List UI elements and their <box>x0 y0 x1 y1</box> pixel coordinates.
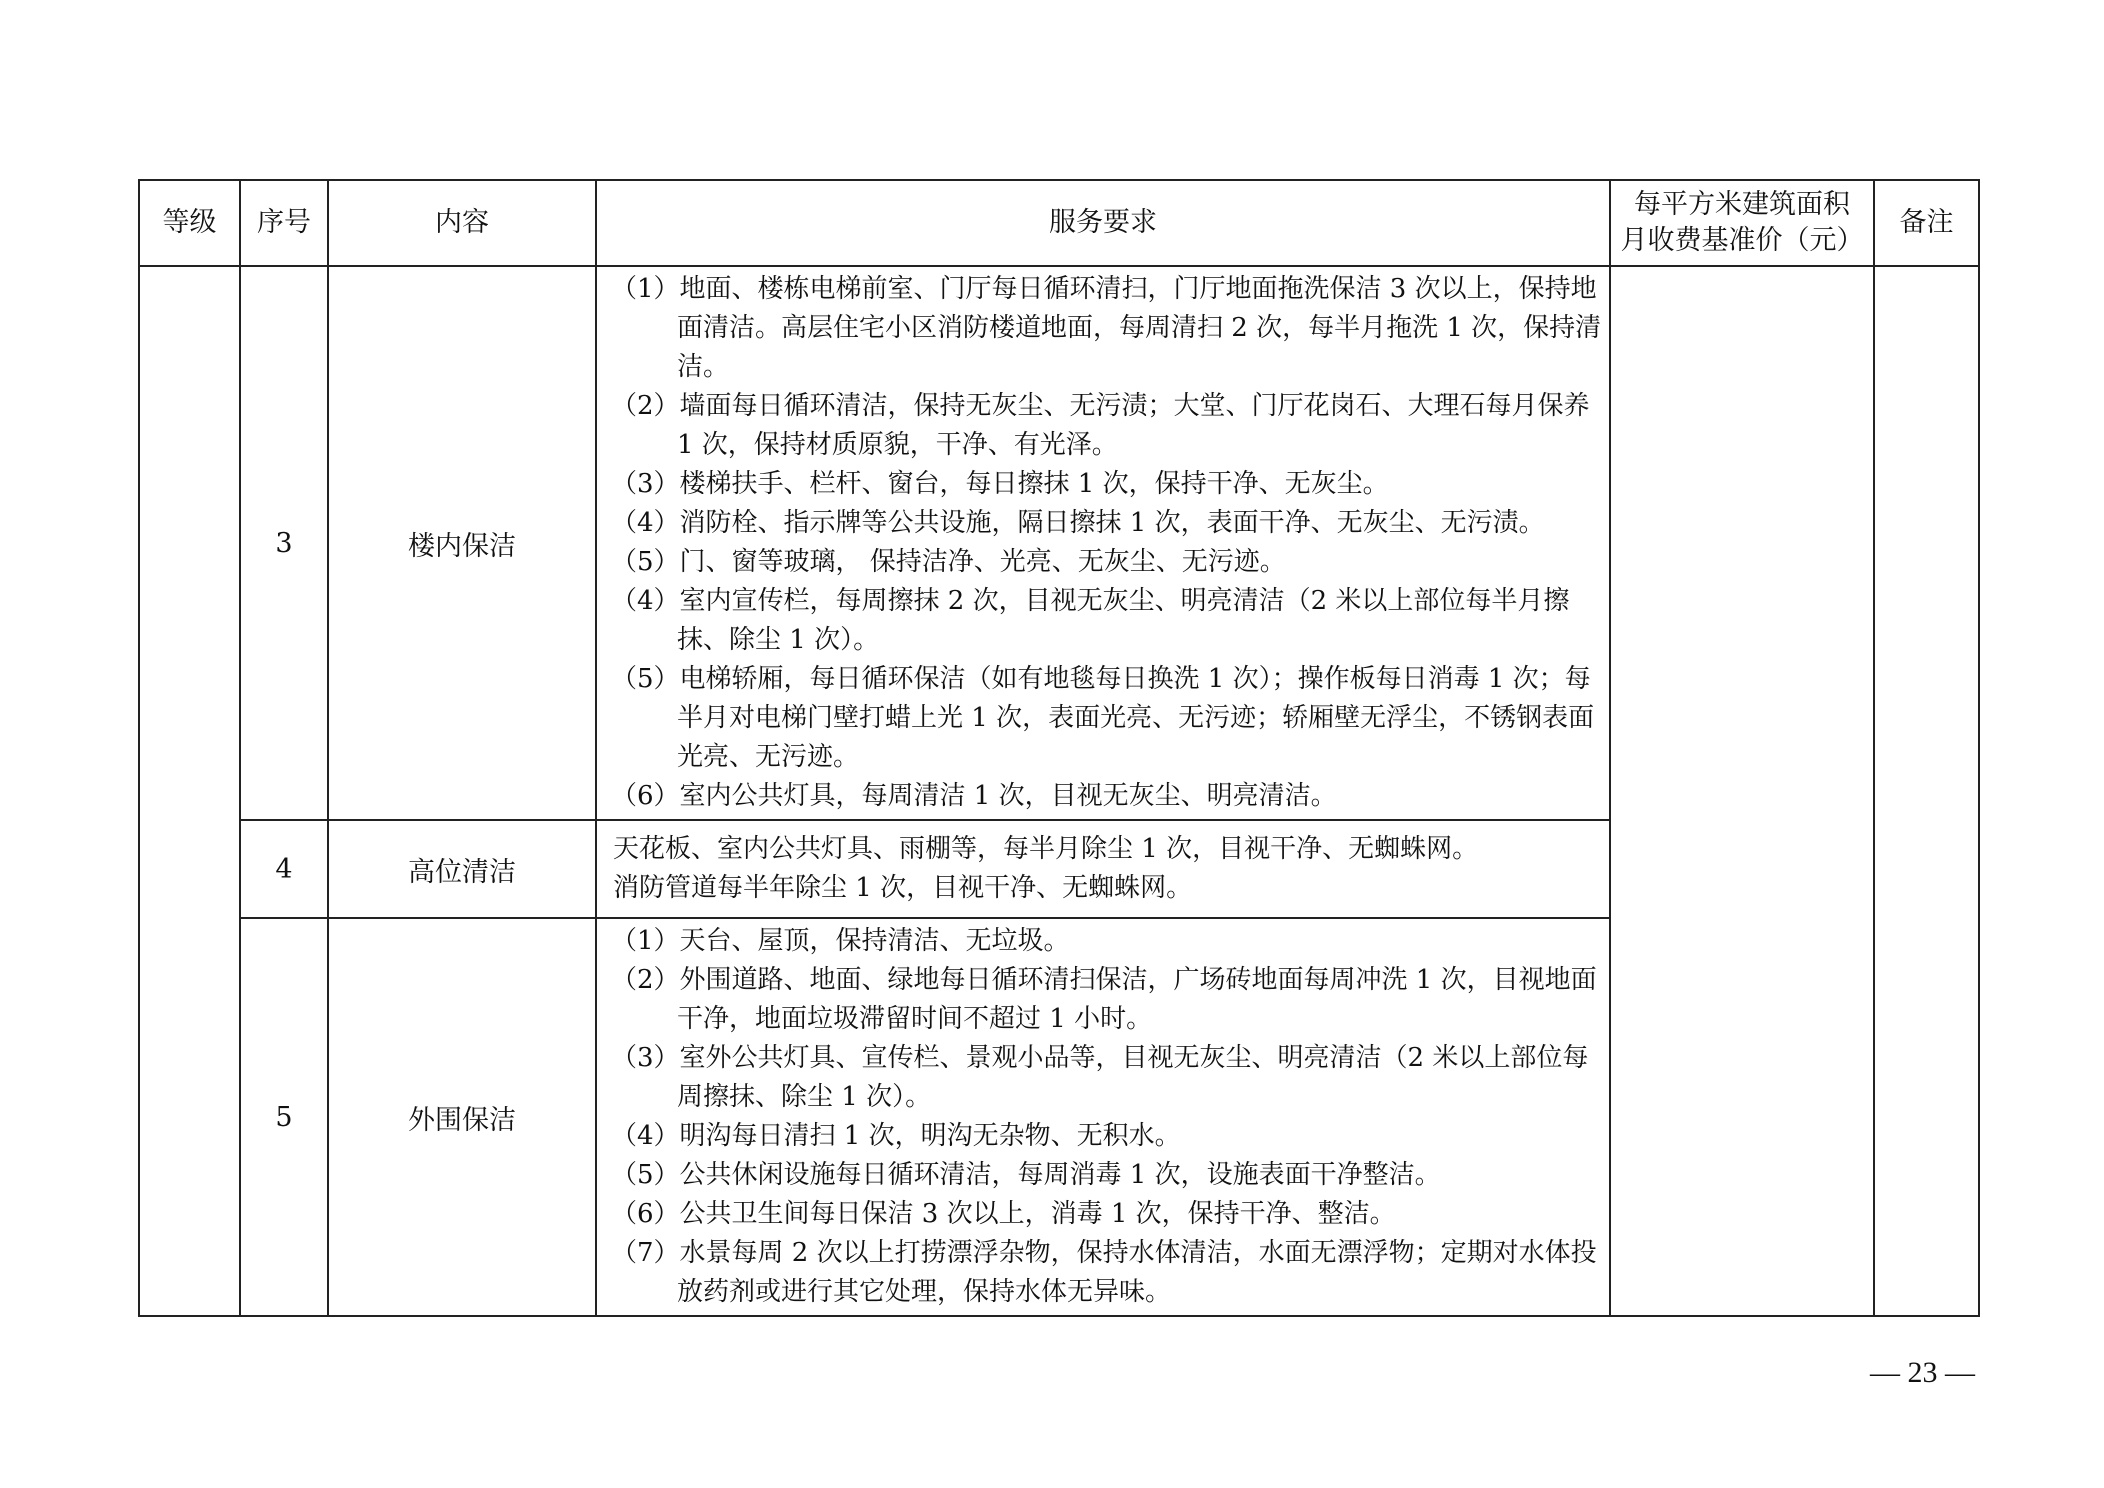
seq-cell: 4 <box>240 820 328 918</box>
remarks-cell <box>1874 266 1979 1316</box>
requirement-item: （4）室内宣传栏，每周擦抹 2 次，目视无灰尘、明亮清洁（2 米以上部位每半月擦抹、除尘 1 次）。 <box>611 586 1570 655</box>
header-content: 内容 <box>328 180 596 266</box>
requirement-item: （1）天台、屋顶，保持清洁、无垃圾。 <box>611 926 1070 956</box>
header-price-line2: 月收费基准价（元） <box>1620 225 1864 256</box>
requirement-item: （1）地面、楼栋电梯前室、门厅每日循环清扫，门厅地面拖洗保洁 3 次以上，保持地面清洁。高层住宅小区消防楼道地面，每周清扫 2 次，每半月拖洗 1 次，保持清洁。 <box>611 274 1602 382</box>
seq-cell: 3 <box>240 266 328 820</box>
seq-cell: 5 <box>240 918 328 1316</box>
price-cell <box>1610 266 1874 1316</box>
requirement-item: （5）门、窗等玻璃， 保持洁净、光亮、无灰尘、无污迹。 <box>611 547 1286 577</box>
requirement-item: （5）电梯轿厢，每日循环保洁（如有地毯每日换洗 1 次）；操作板每日消毒 1 次；每半月对电梯门壁打蜡上光 1 次，表面光亮、无污迹；轿厢壁无浮尘，不锈钢表面光亮、无污迹。 <box>611 664 1595 772</box>
content-cell: 外围保洁 <box>328 918 596 1316</box>
header-price <box>1610 180 1874 266</box>
requirement-item: （2）墙面每日循环清洁，保持无灰尘、无污渍；大堂、门厅花岗石、大理石每月保养 1 次，保持材质原貌，干净、有光泽。 <box>611 391 1590 460</box>
content-cell: 楼内保洁 <box>328 266 596 820</box>
requirement-item: （6）公共卫生间每日保洁 3 次以上，消毒 1 次，保持干净、整洁。 <box>611 1199 1396 1229</box>
requirement-item: （7）水景每周 2 次以上打捞漂浮杂物，保持水体清洁，水面无漂浮物；定期对水体投放药剂或进行其它处理，保持水体无异味。 <box>611 1238 1597 1307</box>
requirement-item: （3）室外公共灯具、宣传栏、景观小品等，目视无灰尘、明亮清洁（2 米以上部位每周擦抹、除尘 1 次）。 <box>611 1043 1589 1112</box>
content-cell: 高位清洁 <box>328 820 596 918</box>
level-cell <box>139 266 240 1316</box>
table-header-row <box>139 180 1979 266</box>
requirement-item: （4）消防栓、指示牌等公共设施，隔日擦抹 1 次，表面干净、无灰尘、无污渍。 <box>611 508 1545 538</box>
requirement-item: （3）楼梯扶手、栏杆、窗台，每日擦抹 1 次，保持干净、无灰尘。 <box>611 469 1389 499</box>
requirement-item: （5）公共休闲设施每日循环清洁，每周消毒 1 次，设施表面干净整洁。 <box>611 1160 1441 1190</box>
requirements-cell <box>596 918 1610 1316</box>
requirements-cell <box>596 266 1610 820</box>
header-level: 等级 <box>139 180 240 266</box>
requirement-line: 天花板、室内公共灯具、雨棚等，每半月除尘 1 次，目视干净、无蜘蛛网。 <box>613 834 1479 864</box>
header-seq: 序号 <box>240 180 328 266</box>
requirement-item: （2）外围道路、地面、绿地每日循环清扫保洁，广场砖地面每周冲洗 1 次，目视地面干净，地面垃圾滞留时间不超过 1 小时。 <box>611 965 1597 1034</box>
table-row <box>139 266 1979 820</box>
header-price-line1: 每平方米建筑面积 <box>1634 189 1850 220</box>
requirement-item: （6）室内公共灯具，每周清洁 1 次，目视无灰尘、明亮清洁。 <box>611 781 1337 811</box>
requirement-item: （4）明沟每日清扫 1 次，明沟无杂物、无积水。 <box>611 1121 1181 1151</box>
service-standard-table <box>138 179 1980 1317</box>
requirement-line: 消防管道每半年除尘 1 次，目视干净、无蜘蛛网。 <box>613 873 1193 903</box>
requirements-cell <box>596 820 1610 918</box>
header-requirements: 服务要求 <box>596 180 1610 266</box>
page-number: — 23 — <box>1870 1356 1975 1389</box>
header-remarks: 备注 <box>1874 180 1979 266</box>
